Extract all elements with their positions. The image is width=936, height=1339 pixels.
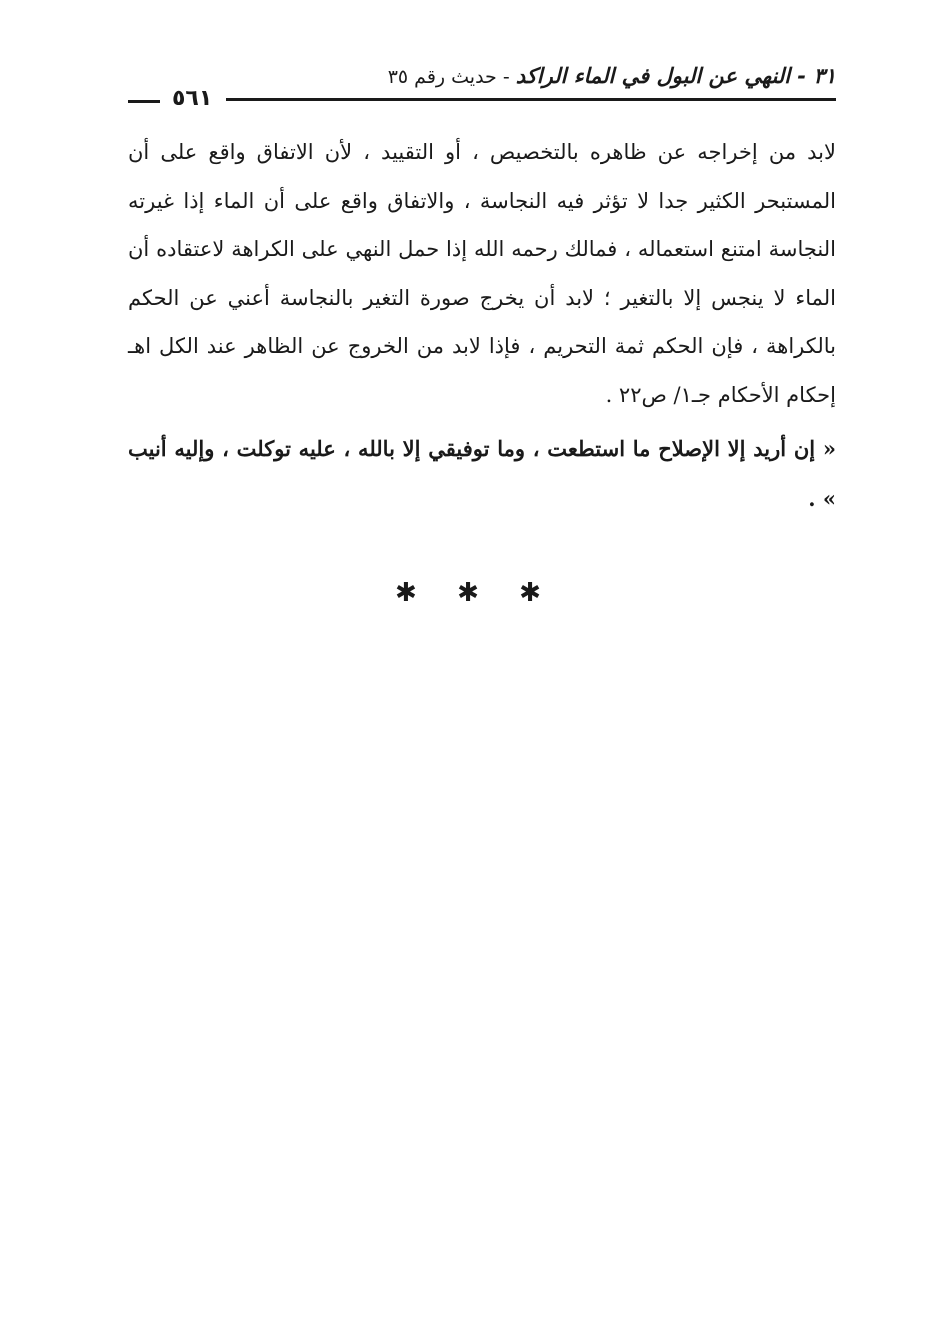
- page-number: ٥٦١: [166, 86, 218, 111]
- chapter-title: ٣١ - النهي عن البول في الماء الراكد: [515, 64, 836, 88]
- closing-quote: « إن أريد إلا الإصلاح ما استطعت ، وما توفيقي إلا بالله ، عليه توكلت ، وإليه أنيب » .: [128, 436, 836, 511]
- body-text: [128, 128, 836, 419]
- header-separator: -: [496, 66, 516, 88]
- running-header: [128, 62, 836, 112]
- section-ornament: [0, 578, 936, 608]
- star-ornament-3: ✱: [519, 578, 541, 608]
- header-title: [388, 64, 836, 88]
- header-rule: [226, 98, 836, 101]
- star-ornament-1: ✱: [395, 578, 417, 608]
- hadith-reference: حديث رقم ٣٥: [387, 66, 497, 88]
- page-number-dash: [128, 100, 160, 103]
- star-ornament-2: ✱: [457, 578, 479, 608]
- body-paragraph: لابد من إخراجه عن ظاهره بالتخصيص ، أو التقييد ، لأن الاتفاق واقع على أن المستبحر الكثير جدا لا تؤثر فيه النجاسة ، والاتفاق واقع على أن الماء إذا غيرته النجاسة امتنع استعماله ، فمالك رحمه الله إذا حمل النهي على الكراهة لاعتقاده أن الماء لا ينجس إلا بالتغير ؛ لابد أن يخرج صورة التغير بالنجاسة أعني عن الحكم بالكراهة ، فإن الحكم ثمة التحريم ، فإذا لابد من الخروج عن الظاهر عند الكل اهـ إحكام الأحكام جـ١/ ص٢٢ .: [128, 140, 836, 407]
